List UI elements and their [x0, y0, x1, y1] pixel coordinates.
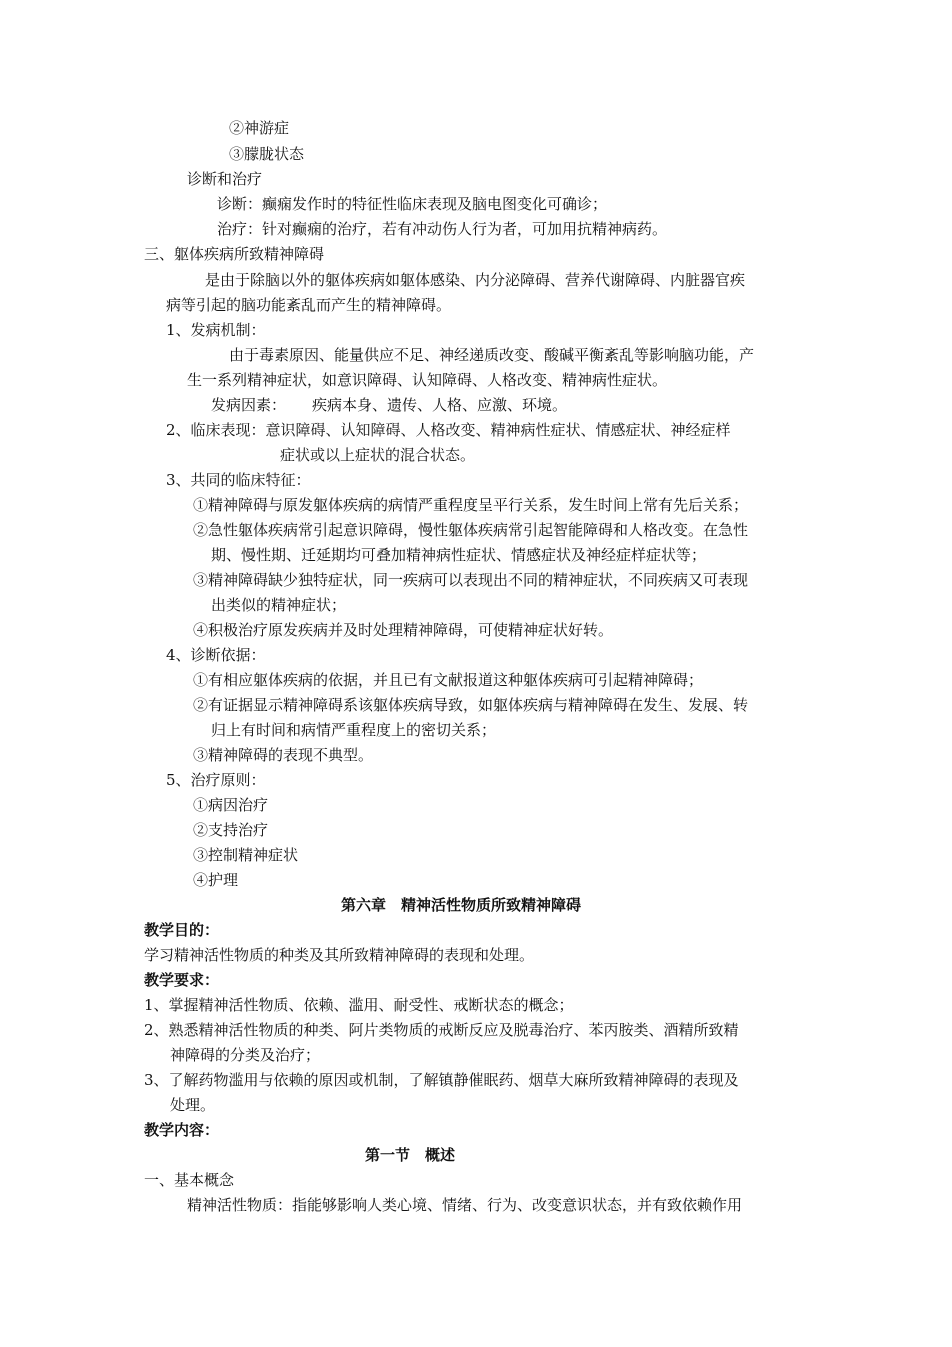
- epilepsy-item-3: ③朦胧状态: [229, 145, 305, 163]
- section3-intro-line1: 是由于除脑以外的躯体疾病如躯体感染、内分泌障碍、营养代谢障碍、内脏器官疾: [205, 271, 746, 289]
- clinical-line2: 症状或以上症状的混合状态。: [280, 446, 476, 464]
- common-item-4: ④积极治疗原发疾病并及时处理精神障碍，可使精神症状好转。: [193, 621, 614, 639]
- requirement-1: 1、掌握精神活性物质、依赖、滥用、耐受性、戒断状态的概念；: [144, 996, 574, 1014]
- requirement-3-line2: 处理。: [170, 1096, 216, 1114]
- factors-value: 疾病本身、遗传、人格、应激、环境。: [312, 396, 568, 414]
- clinical-line1: 2、临床表现：意识障碍、认知障碍、人格改变、精神病性症状、情感症状、神经症样: [166, 421, 731, 439]
- treat-item-1: ①病因治疗: [193, 796, 269, 814]
- section3-intro-line2: 病等引起的脑功能紊乱而产生的精神障碍。: [166, 296, 452, 314]
- diag-basis-item-2-line1: ②有证据显示精神障碍系该躯体疾病导致，如躯体疾病与精神障碍在发生、发展、转: [193, 696, 749, 714]
- diagnosis-line: 诊断：癫痫发作时的特征性临床表现及脑电图变化可确诊；: [217, 195, 608, 213]
- purpose-text: 学习精神活性物质的种类及其所致精神障碍的表现和处理。: [144, 946, 535, 964]
- section1-title: 第一节 概述: [365, 1146, 456, 1164]
- common-item-3-line1: ③精神障碍缺少独特症状，同一疾病可以表现出不同的精神症状，不同疾病又可表现: [193, 571, 749, 589]
- treatment-line: 治疗：针对癫痫的治疗，若有冲动伤人行为者，可加用抗精神病药。: [217, 220, 668, 238]
- common-item-3-line2: 出类似的精神症状；: [211, 596, 347, 614]
- diag-basis-item-2-line2: 归上有时间和病情严重程度上的密切关系；: [211, 721, 497, 739]
- diag-basis-item-1: ①有相应躯体疾病的依据，并且已有文献报道这种躯体疾病可引起精神障碍；: [193, 671, 704, 689]
- requirement-2-line2: 神障碍的分类及治疗；: [170, 1046, 321, 1064]
- treat-item-4: ④护理: [193, 871, 239, 889]
- mechanism-title: 1、发病机制：: [166, 321, 266, 339]
- requirement-2-line1: 2、熟悉精神活性物质的种类、阿片类物质的戒断反应及脱毒治疗、苯丙胺类、酒精所致精: [144, 1021, 739, 1039]
- common-title: 3、共同的临床特征：: [166, 471, 311, 489]
- purpose-label: 教学目的：: [144, 921, 220, 939]
- factors-label: 发病因素：: [211, 396, 287, 414]
- diag-treat-title: 诊断和治疗: [187, 170, 263, 188]
- basic-concepts-title: 一、基本概念: [144, 1171, 235, 1189]
- mechanism-line2: 生一系列精神症状，如意识障碍、认知障碍、人格改变、精神病性症状。: [187, 371, 668, 389]
- mechanism-line1: 由于毒素原因、能量供应不足、神经递质改变、酸碱平衡紊乱等影响脑功能，产: [229, 346, 755, 364]
- factors-line: [211, 395, 567, 415]
- common-item-1: ①精神障碍与原发躯体疾病的病情严重程度呈平行关系，发生时间上常有先后关系；: [193, 496, 749, 514]
- content-label: 教学内容：: [144, 1121, 220, 1139]
- section3-title: 三、躯体疾病所致精神障碍: [144, 245, 325, 263]
- common-item-2-line2: 期、慢性期、迁延期均可叠加精神病性症状、情感症状及神经症样症状等；: [211, 546, 707, 564]
- diag-basis-title: 4、诊断依据：: [166, 646, 266, 664]
- treat-title: 5、治疗原则：: [166, 771, 266, 789]
- requirement-3-line1: 3、了解药物滥用与依赖的原因或机制，了解镇静催眠药、烟草大麻所致精神障碍的表现及: [144, 1071, 739, 1089]
- common-item-2-line1: ②急性躯体疾病常引起意识障碍，慢性躯体疾病常引起智能障碍和人格改变。在急性: [193, 521, 749, 539]
- treat-item-3: ③控制精神症状: [193, 846, 299, 864]
- treat-item-2: ②支持治疗: [193, 821, 269, 839]
- epilepsy-item-2: ②神游症: [229, 119, 290, 137]
- requirements-label: 教学要求：: [144, 971, 220, 989]
- diag-basis-item-3: ③精神障碍的表现不典型。: [193, 746, 374, 764]
- chapter-title: 第六章 精神活性物质所致精神障碍: [341, 896, 582, 914]
- definition-line: 精神活性物质：指能够影响人类心境、情绪、行为、改变意识状态，并有致依赖作用: [187, 1196, 743, 1214]
